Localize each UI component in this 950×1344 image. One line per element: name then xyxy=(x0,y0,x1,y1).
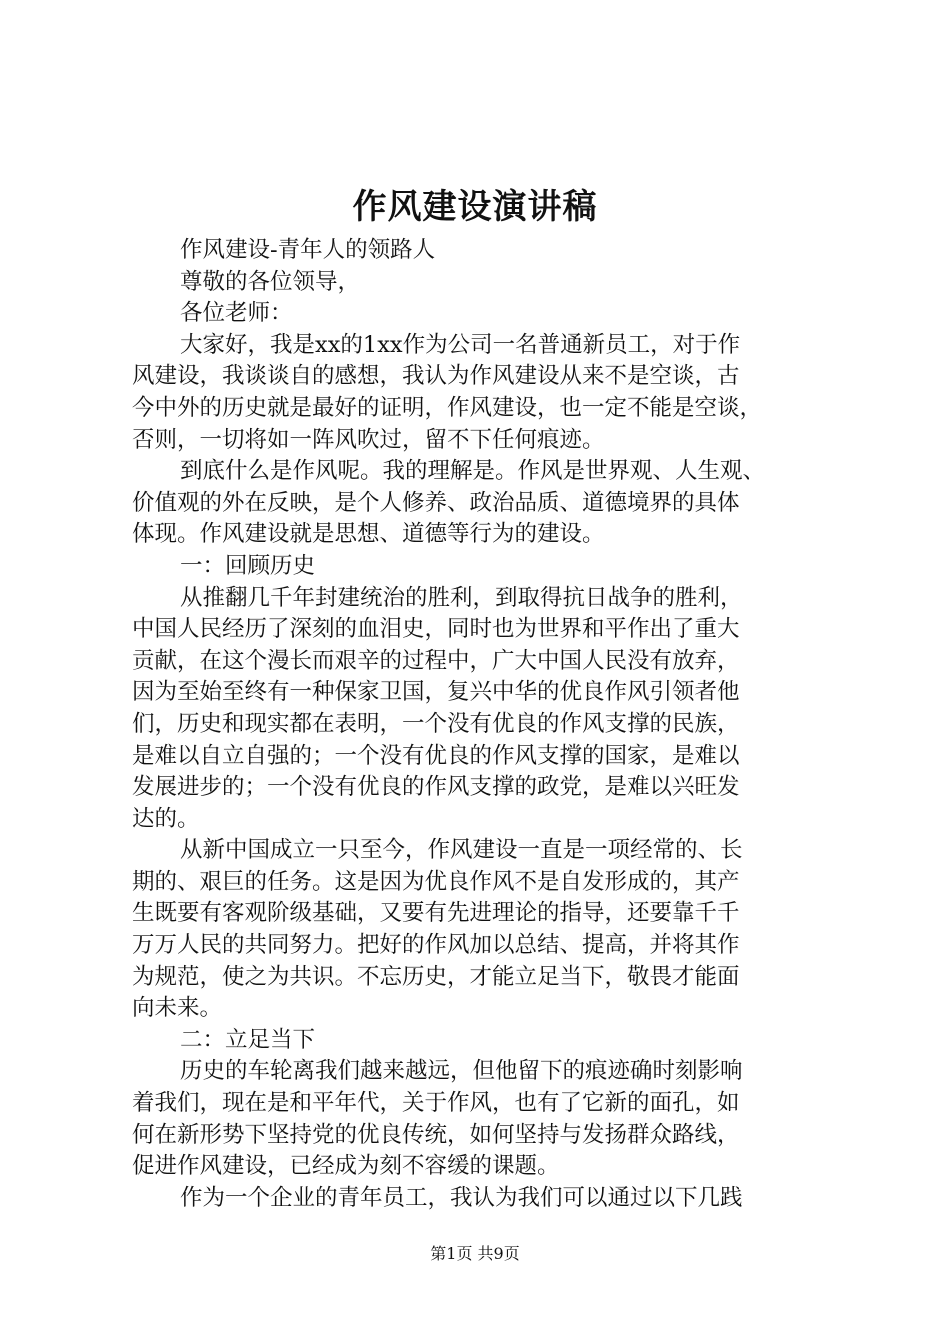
text-line: 风建设，我谈谈自的感想，我认为作风建设从来不是空谈，古 xyxy=(132,363,740,390)
text-line: 是难以自立自强的；一个没有优良的作风支撑的国家，是难以 xyxy=(132,742,740,769)
text-line: 生既要有客观阶级基础，又要有先进理论的指导，还要靠千千 xyxy=(132,900,740,927)
text-line: 从新中国成立一只至今，作风建设一直是一项经常的、长 xyxy=(180,837,743,864)
text-line: 今中外的历史就是最好的证明，作风建设，也一定不能是空谈， xyxy=(132,394,763,421)
text-line: 贡献，在这个漫长而艰辛的过程中，广大中国人民没有放弃， xyxy=(132,647,740,674)
text-line: 期的、艰巨的任务。这是因为优良作风不是自发形成的，其产 xyxy=(132,868,740,895)
text-line: 作风建设-青年人的领路人 xyxy=(180,237,436,263)
text-line: 到底什么是作风呢。我的理解是。作风是世界观、人生观、 xyxy=(180,458,766,485)
text-line: 中国人民经历了深刻的血泪史，同时也为世界和平作出了重大 xyxy=(132,616,740,643)
text-line: 促进作风建设，已经成为刻不容缓的课题。 xyxy=(132,1153,560,1180)
text-line: 为规范，使之为共识。不忘历史，才能立足当下，敬畏才能面 xyxy=(132,963,740,990)
text-line: 历史的车轮离我们越来越远，但他留下的痕迹确时刻影响 xyxy=(180,1058,743,1085)
text-line: 作为一个企业的青年员工，我认为我们可以通过以下几践 xyxy=(180,1184,743,1211)
text-line: 因为至始至终有一种保家卫国，复兴中华的优良作风引领者他 xyxy=(132,679,740,706)
text-line: 达的。 xyxy=(132,805,200,832)
text-line: 二：立足当下 xyxy=(180,1026,316,1053)
text-line: 大家好，我是xx的1xx作为公司一名普通新员工，对于作 xyxy=(180,331,741,358)
page-footer: 第1页 共9页 xyxy=(430,1244,520,1263)
text-line: 否则，一切将如一阵风吹过，留不下任何痕迹。 xyxy=(132,426,605,453)
text-line: 从推翻几千年封建统治的胜利，到取得抗日战争的胜利， xyxy=(180,584,743,611)
text-line: 万万人民的共同努力。把好的作风加以总结、提高，并将其作 xyxy=(132,932,740,959)
text-line: 一：回顾历史 xyxy=(180,552,316,579)
text-line: 着我们，现在是和平年代，关于作风，也有了它新的面孔，如 xyxy=(132,1090,740,1117)
text-line: 各位老师： xyxy=(180,300,293,327)
text-line: 们，历史和现实都在表明，一个没有优良的作风支撑的民族， xyxy=(132,710,740,737)
text-line: 何在新形势下坚持党的优良传统，如何坚持与发扬群众路线， xyxy=(132,1121,740,1148)
text-line: 发展进步的；一个没有优良的作风支撑的政党，是难以兴旺发 xyxy=(132,774,740,801)
document-title: 作风建设演讲稿 xyxy=(352,187,598,227)
text-line: 尊敬的各位领导， xyxy=(180,268,361,295)
text-line: 体现。作风建设就是思想、道德等行为的建设。 xyxy=(132,521,605,548)
text-line: 价值观的外在反映，是个人修养、政治品质、道德境界的具体 xyxy=(132,489,740,516)
text-line: 向未来。 xyxy=(132,995,223,1022)
document-body xyxy=(132,235,832,1214)
